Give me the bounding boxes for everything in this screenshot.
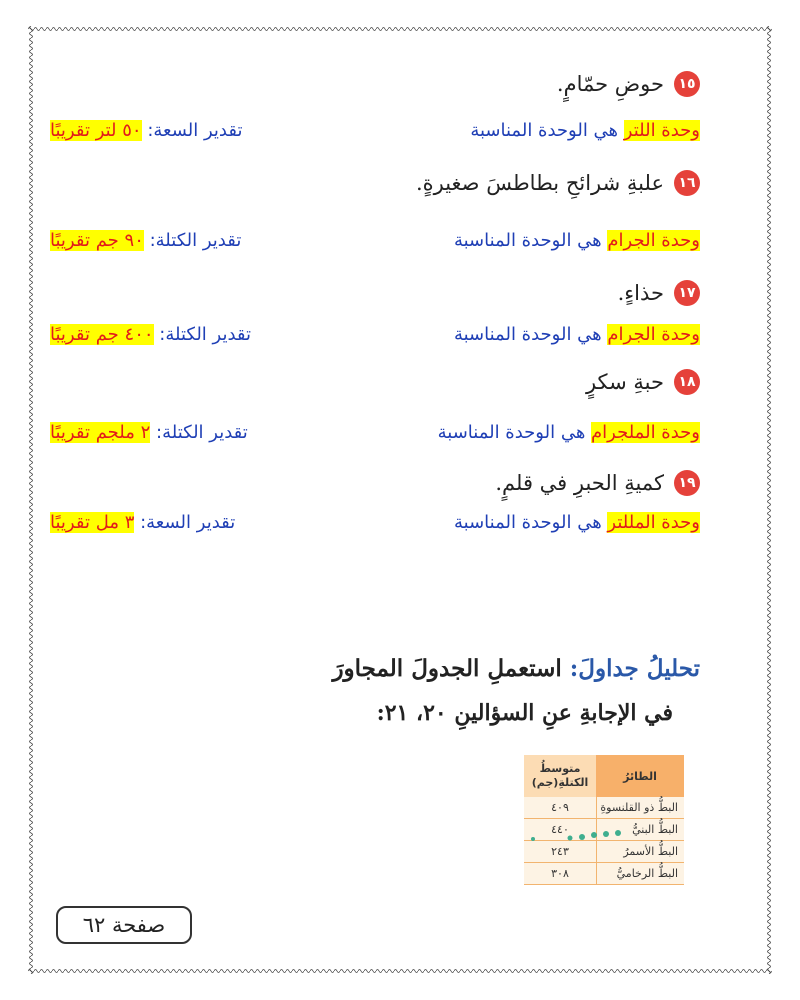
unit-rest: هي الوحدة المناسبة xyxy=(453,512,608,533)
answer-estimate xyxy=(50,422,248,443)
mass-cell: ٢٤٣ xyxy=(551,845,569,858)
mass-cell: ٤٠٩ xyxy=(551,801,569,814)
question-19 xyxy=(50,463,700,503)
table-row xyxy=(524,841,684,863)
unit-rest: هي الوحدة المناسبة xyxy=(470,120,624,141)
answer-estimate xyxy=(50,120,243,141)
unit-highlight: وحدة اللتر xyxy=(623,120,700,141)
answer-19 xyxy=(50,510,700,544)
question-text: حبةِ سكرٍ xyxy=(585,370,664,394)
answer-unit xyxy=(454,324,700,345)
question-text: حوضِ حمّامٍ. xyxy=(556,72,664,96)
estimate-label: تقدير السعة: xyxy=(141,120,243,141)
estimate-value: ٤٠٠ جم تقريبًا xyxy=(50,324,154,345)
estimate-label: تقدير الكتلة: xyxy=(143,230,242,251)
question-number-badge: ١٨ xyxy=(674,369,700,395)
header-bird: الطائرُ xyxy=(596,755,684,797)
question-number-badge: ١٧ xyxy=(674,280,700,306)
bird-cell: البطُّ ذو القلنسوةِ xyxy=(596,797,684,818)
section-heading xyxy=(332,655,700,682)
question-18 xyxy=(50,362,700,402)
answer-unit xyxy=(454,512,700,533)
table-row xyxy=(524,797,684,819)
answer-15 xyxy=(50,118,700,152)
header-mass-line1: متوسطُ xyxy=(539,762,581,775)
unit-highlight: وحدة الجرام xyxy=(607,230,700,251)
heading-title: تحليلُ جداولَ: xyxy=(569,655,700,682)
question-text: علبةِ شرائحِ بطاطسَ صغيرةٍ. xyxy=(415,171,664,195)
unit-highlight: وحدة الملجرام xyxy=(591,422,700,443)
question-number-badge: ١٦ xyxy=(674,170,700,196)
estimate-label: تقدير الكتلة: xyxy=(153,324,252,345)
page-number-label: صفحة ٦٢ xyxy=(56,906,192,944)
answer-estimate xyxy=(50,230,241,251)
answer-estimate xyxy=(50,324,251,345)
estimate-value: ٢ ملجم تقريبًا xyxy=(50,422,151,443)
table-header xyxy=(524,755,684,797)
estimate-label: تقدير السعة: xyxy=(134,512,236,533)
bird-cell: البطُّ البنيُّ xyxy=(596,819,684,840)
estimate-value: ٣ مل تقريبًا xyxy=(50,512,135,533)
estimate-value: ٩٠ جم تقريبًا xyxy=(50,230,144,251)
bird-cell: البطُّ الأسمرُ xyxy=(596,841,684,862)
answer-unit xyxy=(470,120,700,141)
unit-rest: هي الوحدة المناسبة xyxy=(453,324,608,345)
estimate-value: ٥٠ لتر تقريبًا xyxy=(50,120,142,141)
answer-18 xyxy=(50,420,700,454)
table-row xyxy=(524,863,684,885)
mass-cell: ٤٤٠ xyxy=(551,823,569,836)
answer-unit xyxy=(454,230,700,251)
unit-highlight: وحدة المللتر xyxy=(607,512,700,533)
question-text: كميةِ الحبرِ في قلمٍ. xyxy=(495,471,664,495)
question-17 xyxy=(50,273,700,313)
unit-highlight: وحدة الجرام xyxy=(607,324,700,345)
unit-rest: هي الوحدة المناسبة xyxy=(453,230,608,251)
header-mass-line2: الكتلةِ(جم) xyxy=(531,776,589,789)
mass-cell: ٣٠٨ xyxy=(551,867,569,880)
bird-mass-table xyxy=(524,755,684,885)
question-number-badge: ١٥ xyxy=(674,71,700,97)
question-15 xyxy=(50,64,700,104)
answer-16 xyxy=(50,228,700,262)
heading-rest: استعملِ الجدولَ المجاورَ xyxy=(332,655,570,682)
bird-cell: البطُّ الرخاميُّ xyxy=(596,863,684,884)
unit-rest: هي الوحدة المناسبة xyxy=(437,422,592,443)
section-subheading: في الإجابةِ عنِ السؤالينِ ٢٠، ٢١: xyxy=(376,700,673,726)
question-number-badge: ١٩ xyxy=(674,470,700,496)
header-mass xyxy=(524,755,596,797)
answer-17 xyxy=(50,322,700,356)
decorative-dots xyxy=(530,829,650,843)
answer-estimate xyxy=(50,512,235,533)
question-text: حذاءٍ. xyxy=(617,281,664,305)
answer-unit xyxy=(438,422,700,443)
question-16 xyxy=(50,163,700,203)
estimate-label: تقدير الكتلة: xyxy=(150,422,248,443)
